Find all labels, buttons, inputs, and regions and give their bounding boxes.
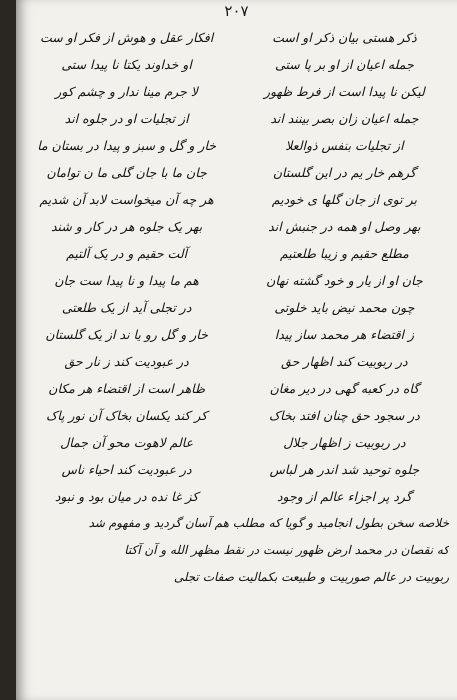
left-hemistich: بهر یک جلوه هر در کار و شند [50, 219, 203, 234]
right-hemistich: لیکن نا پیدا است از فرط ظهور [264, 84, 425, 99]
verse-line [22, 159, 449, 186]
left-hemistich: هم ما پیدا و نا پیدا ست جان [54, 273, 199, 288]
verse-line [22, 132, 449, 159]
text-block [22, 24, 449, 591]
left-hemistich: کز غا نده در میان بود و نبود [54, 489, 199, 504]
verse-line [22, 186, 449, 213]
verse-line [22, 375, 449, 402]
left-hemistich: خار و گل رو یا ند از یک گلستان [45, 327, 208, 342]
right-hemistich: گرهم خار یم در این گلستان [272, 165, 416, 180]
right-hemistich: از تجلیات بنفس ذوالعلا [285, 138, 404, 153]
left-hemistich: از تجلیات او در جلوه اند [64, 111, 189, 126]
left-hemistich: جان ما با جان گلی ما ن توامان [46, 165, 207, 180]
prose-line: ربوبیت در عالم صوربیت و طبیعت بکمالیت صفات تجلی [173, 570, 449, 584]
left-hemistich: کر کند یکسان بخاک آن نور پاک [46, 408, 208, 423]
right-hemistich: ز اقتضاء هر محمد ساز پیدا [274, 327, 415, 342]
right-hemistich: جمله اعیان زان بصر بینند اند [270, 111, 419, 126]
page-number: ۲۰۷ [224, 2, 249, 20]
left-hemistich: آلت حقیم و در یک آلتیم [66, 246, 188, 261]
right-hemistich: جمله اعیان از او بر پا ستی [275, 57, 414, 72]
verse-line [22, 348, 449, 375]
right-hemistich: جلوه توحید شد اندر هر لباس [269, 462, 420, 477]
left-hemistich: در عبودیت کند ز نار حق [64, 354, 189, 369]
left-hemistich: افکار عقل و هوش از فکر او ست [40, 30, 214, 45]
verse-line [22, 294, 449, 321]
verse-line [22, 213, 449, 240]
left-hemistich: ظاهر است از اقتضاء هر مکان [48, 381, 205, 396]
verse-line [22, 402, 449, 429]
left-hemistich: در تجلی آید از یک طلعتی [61, 300, 192, 315]
verse-line [22, 483, 449, 510]
left-hemistich: لا جرم مینا ندار و چشم کور [55, 84, 198, 99]
left-hemistich: او خداوند یکتا نا پیدا ستی [61, 57, 192, 72]
verse-line [22, 321, 449, 348]
prose-line: که نقصان در محمد ارض ظهور نیست در نقط مظهر الله و آن آکتا [124, 543, 449, 557]
right-hemistich: بر توی از جان گلها ی خودیم [271, 192, 417, 207]
verse-line [22, 429, 449, 456]
right-hemistich: مطلع حقیم و زیبا طلعتیم [279, 246, 409, 261]
left-hemistich: خار و گل و سبز و پیدا در بستان ما [37, 138, 216, 153]
verse-line [22, 105, 449, 132]
verse-line [22, 24, 449, 51]
right-hemistich: در ربوبیت ز اظهار جلال [283, 435, 406, 450]
right-hemistich: گرد پر اجزاء عالم از وجود [276, 489, 412, 504]
left-hemistich: هر چه آن میخواست لابد آن شدیم [39, 192, 214, 207]
verse-line [22, 456, 449, 483]
verse-line [22, 267, 449, 294]
verse-line [22, 51, 449, 78]
left-hemistich: در عبودیت کند احیاء ناس [61, 462, 192, 477]
manuscript-page [16, 0, 457, 700]
prose-line: خلاصه سخن بطول انجامید و گویا که مطلب هم آسان گردید و مفهوم شد [88, 516, 449, 530]
right-hemistich: گاه در کعبه گهی در دیر مغان [269, 381, 420, 396]
right-hemistich: ذکر هستی بیان ذکر او است [272, 30, 417, 45]
verse-line [22, 240, 449, 267]
right-hemistich: جان او از یار و خود گشته نهان [266, 273, 423, 288]
right-hemistich: در سجود حق چنان افتد بخاک [268, 408, 420, 423]
left-hemistich: عالم لاهوت محو آن جمال [60, 435, 194, 450]
verse-line [22, 78, 449, 105]
right-hemistich: بهر وصل او همه در جنبش اند [268, 219, 421, 234]
right-hemistich: در ربوبیت کند اظهار حق [281, 354, 408, 369]
right-hemistich: چون محمد نیض باید خلوتی [274, 300, 415, 315]
